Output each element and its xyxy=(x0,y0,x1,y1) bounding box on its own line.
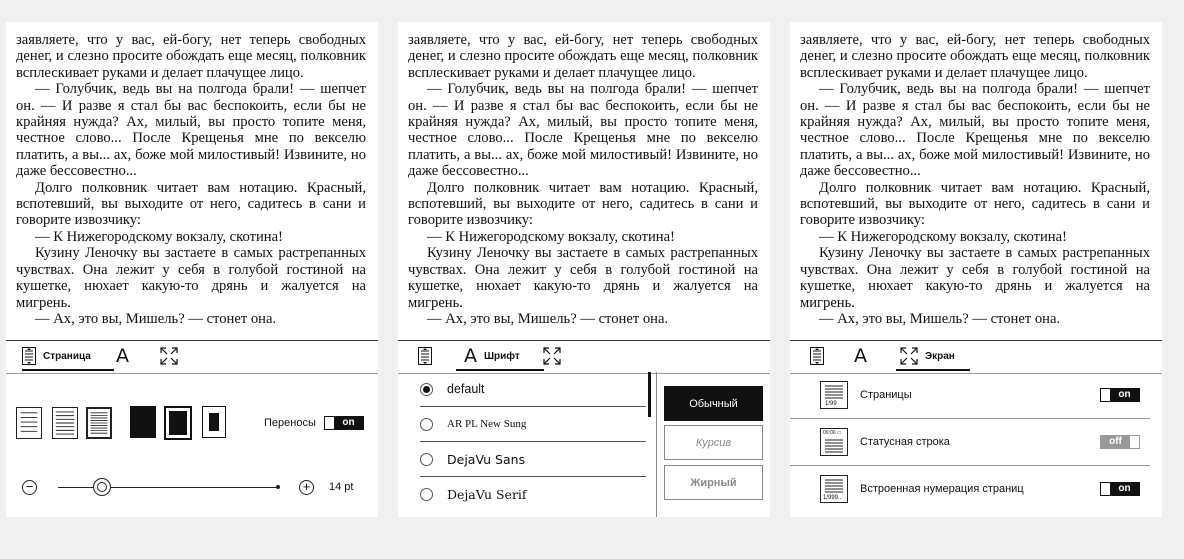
text-paragraph: Кузину Леночку вы застаете в самых растрепанных чувствах. Она лежит у себя в голубой гостиной на кушетке, нюхает какую-то дрянь и жалуется на мигрень. xyxy=(800,245,1150,311)
tab-screen[interactable] xyxy=(160,343,178,369)
tab-screen[interactable] xyxy=(543,343,561,369)
hyphenation-toggle[interactable] xyxy=(324,416,364,430)
hyphenation-label: Переносы xyxy=(264,417,316,429)
radio-icon xyxy=(420,418,433,431)
settings-tabbar xyxy=(398,340,770,374)
column-divider xyxy=(656,372,657,517)
settings-tabbar xyxy=(6,340,378,374)
font-option-default[interactable] xyxy=(420,372,646,407)
text-paragraph: Кузину Леночку вы застаете в самых растрепанных чувствах. Она лежит у себя в голубой гостиной на кушетке, нюхает какую-то дрянь и жалуется на мигрень. xyxy=(16,245,366,311)
page-settings-panel xyxy=(6,22,378,517)
text-paragraph: Долго полковник читает вам нотацию. Красный, вспотевший, вы выходите от него, садитесь в сани и говорите извозчику: xyxy=(408,179,758,229)
font-size-value: 14 pt xyxy=(329,481,354,493)
settings-tabbar xyxy=(790,340,1162,374)
tab-font[interactable] xyxy=(854,343,867,369)
text-paragraph: — К Нижегородскому вокзалу, скотина! xyxy=(819,228,1067,245)
font-option-label: default xyxy=(447,382,485,396)
text-paragraph: — Ах, это вы, Мишель? — стонет она. xyxy=(35,310,277,327)
status-bar-icon: 00:00 ▭ xyxy=(820,428,848,456)
font-settings-panel xyxy=(398,22,770,517)
pages-toggle[interactable]: on xyxy=(1100,388,1140,402)
text-paragraph: — Голубчик, ведь вы на полгода брали! — шепчет он. — И разве я стал бы вас беспокоить, если бы не крайняя нужда? Ах, милый, вы просто топите меня, честное слово... После Крещенья мне по векселю платить, а вы... ах, боже мой милостивый! Извините, но даже бессовестно... xyxy=(16,81,366,180)
font-list-scrollbar[interactable] xyxy=(648,372,651,417)
tab-font[interactable] xyxy=(456,343,544,371)
setting-row-pages[interactable] xyxy=(820,372,1150,418)
tab-screen[interactable] xyxy=(896,343,970,371)
font-icon: A xyxy=(854,345,867,367)
tab-page-label: Страница xyxy=(43,350,91,362)
font-option-ar-pl-new-sung[interactable] xyxy=(420,407,646,442)
font-size-slider[interactable] xyxy=(58,487,278,488)
margin-medium-option[interactable] xyxy=(52,407,78,439)
font-option-dejavu-sans[interactable] xyxy=(420,442,646,477)
tab-page[interactable] xyxy=(810,343,824,369)
page-layout-icon xyxy=(810,347,824,365)
font-icon: A xyxy=(116,345,129,367)
tab-font-label: Шрифт xyxy=(484,350,520,362)
expand-icon xyxy=(543,347,561,365)
text-paragraph: — К Нижегородскому вокзалу, скотина! xyxy=(35,228,283,245)
setting-label: Статусная строка xyxy=(860,436,950,448)
text-block-small-option[interactable] xyxy=(202,406,226,438)
text-paragraph: — Ах, это вы, Мишель? — стонет она. xyxy=(427,310,669,327)
text-paragraph: Долго полковник читает вам нотацию. Красный, вспотевший, вы выходите от него, садитесь в сани и говорите извозчику: xyxy=(16,179,366,229)
style-italic-button[interactable]: Курсив xyxy=(664,425,763,460)
text-block-full-option[interactable] xyxy=(130,406,156,438)
setting-row-status-bar[interactable] xyxy=(820,419,1150,465)
font-size-slider-handle[interactable] xyxy=(93,478,111,496)
hyphenation-value: on xyxy=(334,417,363,429)
text-paragraph: — Ах, это вы, Мишель? — стонет она. xyxy=(819,310,1061,327)
font-size-increase-button[interactable]: + xyxy=(299,480,314,495)
radio-selected-icon xyxy=(420,383,433,396)
style-bold-button[interactable]: Жирный xyxy=(664,465,763,500)
radio-icon xyxy=(420,488,433,501)
text-paragraph: заявляете, что у вас, ей-богу, нет теперь свободных денег, и слезно просите обождать еще месяц, полковник всплескивает руками и делает плачущее лицо. xyxy=(800,32,1150,81)
text-paragraph: — Голубчик, ведь вы на полгода брали! — шепчет он. — И разве я стал бы вас беспокоить, если бы не крайняя нужда? Ах, милый, вы просто топите меня, честное слово... После Крещенья мне по векселю платить, а вы... ах, боже мой милостивый! Извините, но даже бессовестно... xyxy=(800,81,1150,180)
book-text xyxy=(16,32,366,342)
font-icon: A xyxy=(464,345,477,367)
tab-page[interactable] xyxy=(22,343,114,371)
page-number-icon: 1/99 xyxy=(820,381,848,409)
radio-icon xyxy=(420,453,433,466)
setting-label: Страницы xyxy=(860,389,912,401)
style-regular-button[interactable]: Обычный xyxy=(664,386,763,421)
setting-label: Встроенная нумерация страниц xyxy=(860,483,1024,495)
text-paragraph: Кузину Леночку вы застаете в самых растрепанных чувствах. Она лежит у себя в голубой гостиной на кушетке, нюхает какую-то дрянь и жалуется на мигрень. xyxy=(408,245,758,311)
screen-settings-panel xyxy=(790,22,1162,517)
margin-large-option[interactable] xyxy=(16,407,42,439)
text-paragraph: заявляете, что у вас, ей-богу, нет теперь свободных денег, и слезно просите обождать еще месяц, полковник всплескивает руками и делает плачущее лицо. xyxy=(408,32,758,81)
setting-row-builtin-numbering[interactable] xyxy=(820,466,1150,512)
text-paragraph: Долго полковник читает вам нотацию. Красный, вспотевший, вы выходите от него, садитесь в сани и говорите извозчику: xyxy=(800,179,1150,229)
tab-font[interactable] xyxy=(116,343,129,369)
expand-icon xyxy=(900,347,918,365)
font-option-label: DejaVu Sans xyxy=(447,451,526,467)
text-block-medium-option[interactable] xyxy=(164,406,192,440)
book-text xyxy=(408,32,758,342)
font-option-label: DejaVu Serif xyxy=(447,486,527,502)
book-text xyxy=(800,32,1150,342)
text-paragraph: — Голубчик, ведь вы на полгода брали! — шепчет он. — И разве я стал бы вас беспокоить, если бы не крайняя нужда? Ах, милый, вы просто топите меня, честное слово... После Крещенья мне по векселю платить, а вы... ах, боже мой милостивый! Извините, но даже бессовестно... xyxy=(408,81,758,180)
tab-screen-label: Экран xyxy=(925,350,955,362)
status-bar-toggle[interactable]: off xyxy=(1100,435,1140,449)
tab-page[interactable] xyxy=(418,343,432,369)
font-size-decrease-button[interactable]: − xyxy=(22,480,37,495)
builtin-numbering-toggle[interactable]: on xyxy=(1100,482,1140,496)
font-option-label: AR PL New Sung xyxy=(447,418,527,430)
expand-icon xyxy=(160,347,178,365)
builtin-numbering-icon: 1/999.. xyxy=(820,475,848,503)
page-layout-icon xyxy=(22,347,36,365)
font-option-dejavu-serif[interactable] xyxy=(420,477,646,511)
page-layout-icon xyxy=(418,347,432,365)
text-paragraph: — К Нижегородскому вокзалу, скотина! xyxy=(427,228,675,245)
text-paragraph: заявляете, что у вас, ей-богу, нет теперь свободных денег, и слезно просите обождать еще месяц, полковник всплескивает руками и делает плачущее лицо. xyxy=(16,32,366,81)
margin-small-option[interactable] xyxy=(86,407,112,439)
